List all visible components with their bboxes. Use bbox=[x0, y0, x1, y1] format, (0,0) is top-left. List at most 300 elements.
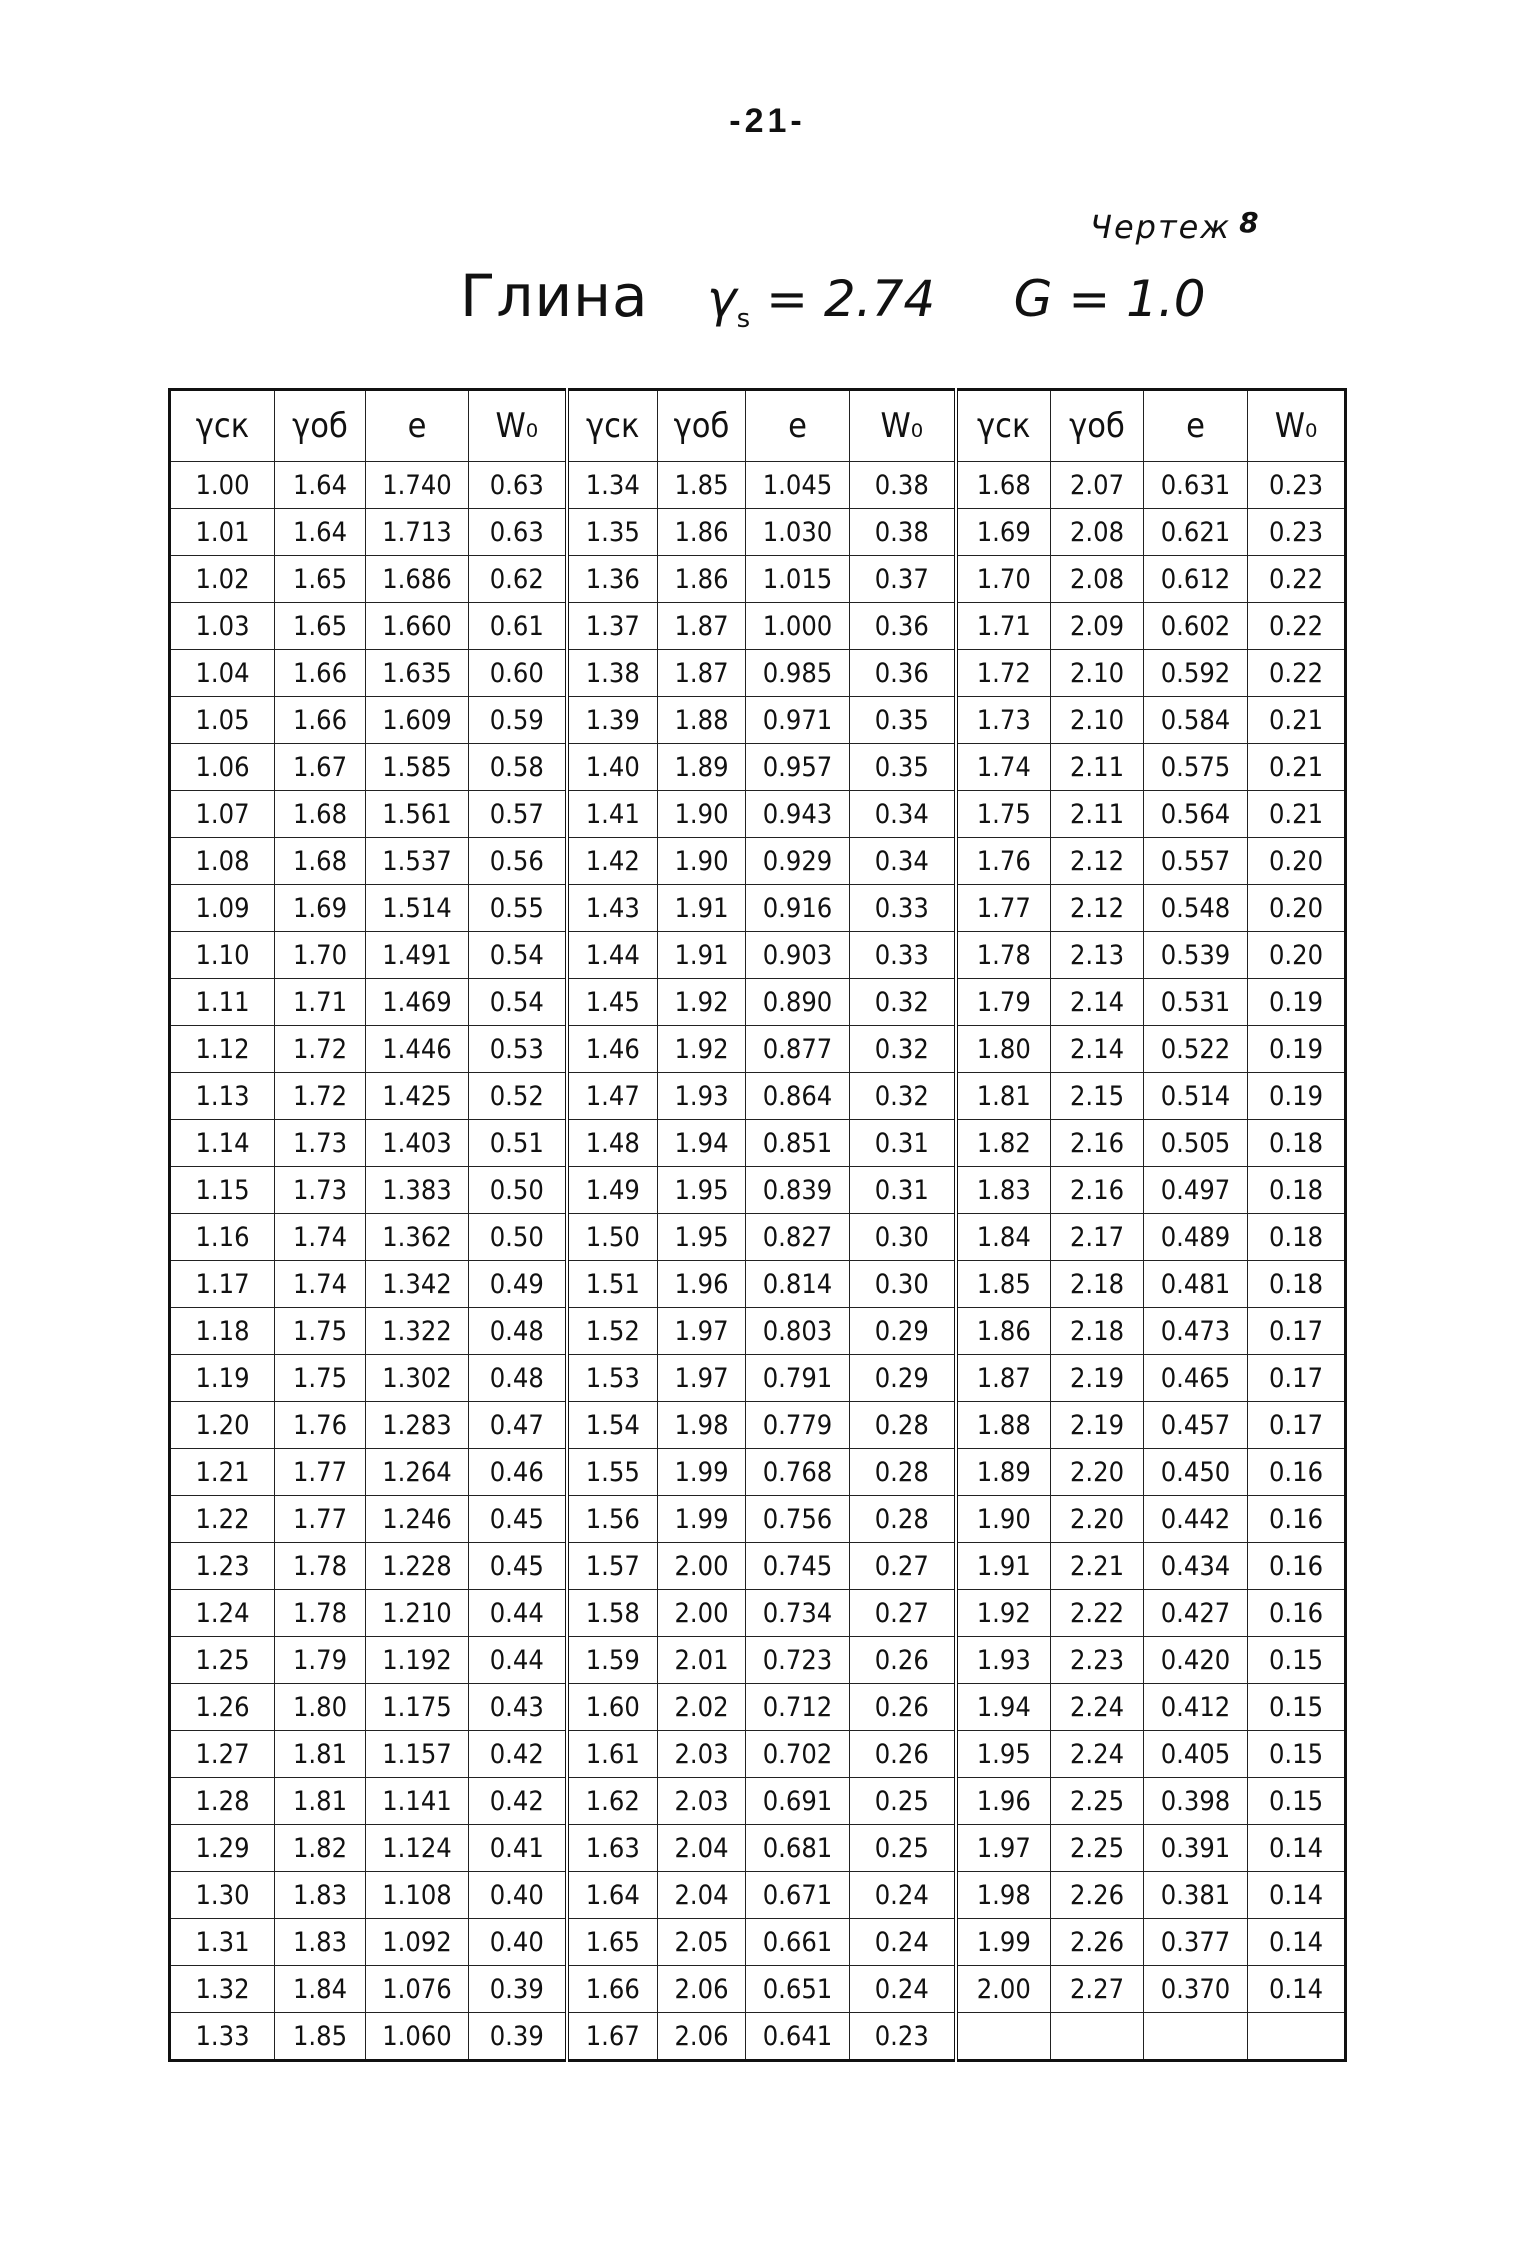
table-cell: 1.02 bbox=[170, 556, 275, 603]
table-row bbox=[170, 1308, 1346, 1355]
table-cell: 1.425 bbox=[366, 1073, 469, 1120]
table-header-row bbox=[170, 390, 1346, 462]
table-cell: 0.22 bbox=[1248, 650, 1346, 697]
table-cell: 1.44 bbox=[567, 932, 658, 979]
table-cell: 0.14 bbox=[1248, 1825, 1346, 1872]
table-cell: 1.89 bbox=[658, 744, 746, 791]
table-cell: 1.35 bbox=[567, 509, 658, 556]
table-cell: 2.06 bbox=[658, 1966, 746, 2013]
table-cell: 0.23 bbox=[850, 2013, 956, 2061]
table-cell: 1.88 bbox=[956, 1402, 1051, 1449]
table-cell: 1.93 bbox=[956, 1637, 1051, 1684]
table-cell: 2.08 bbox=[1051, 509, 1144, 556]
g-value: = 1.0 bbox=[1068, 270, 1206, 328]
table-row bbox=[170, 1919, 1346, 1966]
table-cell: 1.68 bbox=[275, 791, 366, 838]
table-cell: 0.916 bbox=[746, 885, 850, 932]
table-cell: 1.660 bbox=[366, 603, 469, 650]
table-cell: 2.14 bbox=[1051, 1026, 1144, 1073]
table-cell: 0.44 bbox=[469, 1590, 567, 1637]
table-cell: 1.686 bbox=[366, 556, 469, 603]
table-cell: 0.391 bbox=[1144, 1825, 1248, 1872]
table-cell: 0.21 bbox=[1248, 791, 1346, 838]
column-header: W₀ bbox=[469, 390, 567, 462]
table-cell: 1.86 bbox=[956, 1308, 1051, 1355]
table-cell: 1.96 bbox=[658, 1261, 746, 1308]
table-cell: 1.75 bbox=[275, 1355, 366, 1402]
table-cell: 1.32 bbox=[170, 1966, 275, 2013]
table-cell: 1.16 bbox=[170, 1214, 275, 1261]
table-cell: 1.80 bbox=[275, 1684, 366, 1731]
table-row bbox=[170, 1966, 1346, 2013]
table-cell: 2.27 bbox=[1051, 1966, 1144, 2013]
table-cell: 0.28 bbox=[850, 1496, 956, 1543]
table-cell: 1.25 bbox=[170, 1637, 275, 1684]
table-cell: 1.14 bbox=[170, 1120, 275, 1167]
table-cell: 0.661 bbox=[746, 1919, 850, 1966]
table-cell: 2.26 bbox=[1051, 1919, 1144, 1966]
column-header: W₀ bbox=[850, 390, 956, 462]
table-cell: 1.83 bbox=[956, 1167, 1051, 1214]
table-cell: 0.434 bbox=[1144, 1543, 1248, 1590]
table-cell: 2.14 bbox=[1051, 979, 1144, 1026]
table-cell: 2.19 bbox=[1051, 1355, 1144, 1402]
saturation-degree bbox=[1014, 270, 1206, 328]
table-cell: 0.370 bbox=[1144, 1966, 1248, 2013]
table-cell: 1.000 bbox=[746, 603, 850, 650]
table-cell: 1.72 bbox=[275, 1073, 366, 1120]
table-cell: 1.99 bbox=[658, 1449, 746, 1496]
table-cell: 1.27 bbox=[170, 1731, 275, 1778]
table-row bbox=[170, 509, 1346, 556]
table-cell: 0.57 bbox=[469, 791, 567, 838]
table-cell: 0.584 bbox=[1144, 697, 1248, 744]
table-cell: 0.36 bbox=[850, 650, 956, 697]
table-cell: 1.94 bbox=[956, 1684, 1051, 1731]
table-cell: 0.40 bbox=[469, 1919, 567, 1966]
table-cell: 1.67 bbox=[567, 2013, 658, 2061]
table-cell: 0.38 bbox=[850, 462, 956, 509]
gamma-subscript: s bbox=[736, 304, 751, 334]
table-cell: 0.21 bbox=[1248, 697, 1346, 744]
table-row bbox=[170, 603, 1346, 650]
specific-gravity bbox=[707, 270, 936, 334]
table-cell: 1.78 bbox=[956, 932, 1051, 979]
table-cell: 0.651 bbox=[746, 1966, 850, 2013]
table-cell: 2.26 bbox=[1051, 1872, 1144, 1919]
table-row bbox=[170, 885, 1346, 932]
table-cell: 0.58 bbox=[469, 744, 567, 791]
table-cell: 1.20 bbox=[170, 1402, 275, 1449]
table-cell: 1.03 bbox=[170, 603, 275, 650]
table-cell: 1.66 bbox=[567, 1966, 658, 2013]
table-cell: 1.62 bbox=[567, 1778, 658, 1825]
table-cell: 1.93 bbox=[658, 1073, 746, 1120]
table-row bbox=[170, 1778, 1346, 1825]
table-row bbox=[170, 462, 1346, 509]
table-cell: 1.585 bbox=[366, 744, 469, 791]
table-cell: 2.02 bbox=[658, 1684, 746, 1731]
table-cell: 1.52 bbox=[567, 1308, 658, 1355]
table-cell: 0.531 bbox=[1144, 979, 1248, 1026]
table-cell: 0.621 bbox=[1144, 509, 1248, 556]
table-row bbox=[170, 791, 1346, 838]
table-cell: 2.18 bbox=[1051, 1308, 1144, 1355]
table-cell: 1.55 bbox=[567, 1449, 658, 1496]
table-cell: 1.41 bbox=[567, 791, 658, 838]
table-row bbox=[170, 744, 1346, 791]
table-cell: 0.33 bbox=[850, 885, 956, 932]
table-row bbox=[170, 1402, 1346, 1449]
table-cell: 0.24 bbox=[850, 1966, 956, 2013]
table-cell: 0.14 bbox=[1248, 1919, 1346, 1966]
table-cell: 1.99 bbox=[658, 1496, 746, 1543]
table-cell: 0.20 bbox=[1248, 885, 1346, 932]
table-cell: 0.28 bbox=[850, 1449, 956, 1496]
table-cell: 1.22 bbox=[170, 1496, 275, 1543]
table-cell: 0.37 bbox=[850, 556, 956, 603]
table-cell: 0.557 bbox=[1144, 838, 1248, 885]
table-row bbox=[170, 1825, 1346, 1872]
column-header: e bbox=[1144, 390, 1248, 462]
table-cell: 1.98 bbox=[658, 1402, 746, 1449]
column-header: γоб bbox=[658, 390, 746, 462]
table-cell: 2.03 bbox=[658, 1778, 746, 1825]
table-cell: 0.851 bbox=[746, 1120, 850, 1167]
table-cell: 1.98 bbox=[956, 1872, 1051, 1919]
table-cell: 2.00 bbox=[956, 1966, 1051, 2013]
table-cell: 0.63 bbox=[469, 462, 567, 509]
table-cell: 0.27 bbox=[850, 1543, 956, 1590]
table-cell: 0.903 bbox=[746, 932, 850, 979]
column-header: W₀ bbox=[1248, 390, 1346, 462]
table-cell: 0.712 bbox=[746, 1684, 850, 1731]
table-cell: 1.74 bbox=[275, 1214, 366, 1261]
table-cell: 1.68 bbox=[275, 838, 366, 885]
table-cell: 1.99 bbox=[956, 1919, 1051, 1966]
table-cell: 0.971 bbox=[746, 697, 850, 744]
table-cell: 1.06 bbox=[170, 744, 275, 791]
table-cell: 1.95 bbox=[658, 1214, 746, 1261]
table-cell: 0.803 bbox=[746, 1308, 850, 1355]
table-cell: 1.76 bbox=[275, 1402, 366, 1449]
table-cell: 1.97 bbox=[956, 1825, 1051, 1872]
table-cell: 0.26 bbox=[850, 1637, 956, 1684]
table-cell: 0.377 bbox=[1144, 1919, 1248, 1966]
table-cell: 0.16 bbox=[1248, 1496, 1346, 1543]
table-cell: 2.11 bbox=[1051, 744, 1144, 791]
table-cell: 0.38 bbox=[850, 509, 956, 556]
table-cell: 1.060 bbox=[366, 2013, 469, 2061]
table-cell: 2.16 bbox=[1051, 1167, 1144, 1214]
table-cell: 0.26 bbox=[850, 1684, 956, 1731]
table-cell: 0.985 bbox=[746, 650, 850, 697]
table-cell: 0.734 bbox=[746, 1590, 850, 1637]
table-cell: 2.01 bbox=[658, 1637, 746, 1684]
table-cell: 0.45 bbox=[469, 1543, 567, 1590]
table-cell bbox=[1051, 2013, 1144, 2061]
table-cell: 1.74 bbox=[275, 1261, 366, 1308]
table-cell: 1.59 bbox=[567, 1637, 658, 1684]
table-cell: 1.85 bbox=[275, 2013, 366, 2061]
table-cell bbox=[1144, 2013, 1248, 2061]
table-cell: 1.38 bbox=[567, 650, 658, 697]
table-cell: 0.43 bbox=[469, 1684, 567, 1731]
table-cell: 0.26 bbox=[850, 1731, 956, 1778]
table-cell: 0.25 bbox=[850, 1825, 956, 1872]
table-cell: 1.79 bbox=[275, 1637, 366, 1684]
table-row bbox=[170, 979, 1346, 1026]
table-cell: 2.08 bbox=[1051, 556, 1144, 603]
table-cell: 2.22 bbox=[1051, 1590, 1144, 1637]
table-cell: 0.497 bbox=[1144, 1167, 1248, 1214]
table-cell: 0.890 bbox=[746, 979, 850, 1026]
table-cell: 1.37 bbox=[567, 603, 658, 650]
table-cell: 0.18 bbox=[1248, 1214, 1346, 1261]
table-cell: 2.10 bbox=[1051, 697, 1144, 744]
table-cell: 1.80 bbox=[956, 1026, 1051, 1073]
table-cell: 1.91 bbox=[658, 885, 746, 932]
table-cell: 1.76 bbox=[956, 838, 1051, 885]
table-cell: 1.092 bbox=[366, 1919, 469, 1966]
table-cell: 0.18 bbox=[1248, 1167, 1346, 1214]
table-cell: 1.84 bbox=[275, 1966, 366, 2013]
table-cell: 0.957 bbox=[746, 744, 850, 791]
table-cell: 1.91 bbox=[658, 932, 746, 979]
table-cell: 0.839 bbox=[746, 1167, 850, 1214]
table-cell bbox=[1248, 2013, 1346, 2061]
table-cell: 0.420 bbox=[1144, 1637, 1248, 1684]
table-cell: 1.89 bbox=[956, 1449, 1051, 1496]
table-cell: 2.03 bbox=[658, 1731, 746, 1778]
table-cell: 1.228 bbox=[366, 1543, 469, 1590]
table-cell: 1.81 bbox=[275, 1731, 366, 1778]
table-cell: 1.64 bbox=[275, 462, 366, 509]
table-cell: 1.192 bbox=[366, 1637, 469, 1684]
table-cell: 1.43 bbox=[567, 885, 658, 932]
table-cell: 2.20 bbox=[1051, 1449, 1144, 1496]
table-cell: 1.383 bbox=[366, 1167, 469, 1214]
table-cell: 0.20 bbox=[1248, 838, 1346, 885]
table-cell: 1.71 bbox=[275, 979, 366, 1026]
table-cell: 1.108 bbox=[366, 1872, 469, 1919]
table-cell: 1.246 bbox=[366, 1496, 469, 1543]
table-cell: 2.16 bbox=[1051, 1120, 1144, 1167]
table-cell: 0.592 bbox=[1144, 650, 1248, 697]
drawing-label-text: Чертеж bbox=[1090, 208, 1232, 246]
table-cell: 1.48 bbox=[567, 1120, 658, 1167]
table-cell: 0.23 bbox=[1248, 462, 1346, 509]
table-cell: 0.32 bbox=[850, 1026, 956, 1073]
column-header: γск bbox=[170, 390, 275, 462]
table-cell: 1.67 bbox=[275, 744, 366, 791]
table-cell: 1.124 bbox=[366, 1825, 469, 1872]
table-cell: 0.22 bbox=[1248, 556, 1346, 603]
table-cell: 1.57 bbox=[567, 1543, 658, 1590]
table-cell: 1.65 bbox=[275, 556, 366, 603]
table-cell: 1.73 bbox=[275, 1120, 366, 1167]
table-cell: 1.54 bbox=[567, 1402, 658, 1449]
table-cell: 1.87 bbox=[956, 1355, 1051, 1402]
table-cell: 1.88 bbox=[658, 697, 746, 744]
table-cell: 1.33 bbox=[170, 2013, 275, 2061]
table-cell: 2.21 bbox=[1051, 1543, 1144, 1590]
table-cell: 0.39 bbox=[469, 1966, 567, 2013]
table-cell: 0.30 bbox=[850, 1214, 956, 1261]
table-cell: 1.97 bbox=[658, 1355, 746, 1402]
table-cell: 2.00 bbox=[658, 1590, 746, 1637]
table-cell: 0.19 bbox=[1248, 979, 1346, 1026]
table-cell: 1.514 bbox=[366, 885, 469, 932]
gamma-value: = 2.74 bbox=[766, 270, 936, 328]
table-cell: 0.62 bbox=[469, 556, 567, 603]
table-cell: 0.32 bbox=[850, 979, 956, 1026]
table-cell: 0.929 bbox=[746, 838, 850, 885]
table-cell: 0.768 bbox=[746, 1449, 850, 1496]
table-cell: 1.28 bbox=[170, 1778, 275, 1825]
table-cell: 0.505 bbox=[1144, 1120, 1248, 1167]
column-header: e bbox=[366, 390, 469, 462]
table-row bbox=[170, 1543, 1346, 1590]
table-row bbox=[170, 1167, 1346, 1214]
table-cell: 1.81 bbox=[275, 1778, 366, 1825]
table-cell: 0.52 bbox=[469, 1073, 567, 1120]
table-cell: 1.29 bbox=[170, 1825, 275, 1872]
table-cell: 0.59 bbox=[469, 697, 567, 744]
table-cell: 1.18 bbox=[170, 1308, 275, 1355]
table-row bbox=[170, 1731, 1346, 1778]
table-cell: 1.72 bbox=[956, 650, 1051, 697]
table-cell: 0.25 bbox=[850, 1778, 956, 1825]
table-cell: 1.05 bbox=[170, 697, 275, 744]
table-cell: 1.90 bbox=[658, 838, 746, 885]
table-cell: 0.54 bbox=[469, 979, 567, 1026]
table-cell: 0.35 bbox=[850, 697, 956, 744]
table-cell: 0.465 bbox=[1144, 1355, 1248, 1402]
table-cell: 0.23 bbox=[1248, 509, 1346, 556]
table-cell: 0.45 bbox=[469, 1496, 567, 1543]
gamma-symbol: γ bbox=[707, 270, 737, 328]
table-cell: 1.95 bbox=[658, 1167, 746, 1214]
table-cell: 1.491 bbox=[366, 932, 469, 979]
table-cell: 1.75 bbox=[275, 1308, 366, 1355]
table-cell: 0.40 bbox=[469, 1872, 567, 1919]
table-cell: 1.61 bbox=[567, 1731, 658, 1778]
table-cell: 0.31 bbox=[850, 1167, 956, 1214]
column-header: γск bbox=[956, 390, 1051, 462]
table-cell: 2.18 bbox=[1051, 1261, 1144, 1308]
table-row bbox=[170, 1449, 1346, 1496]
table-cell: 2.25 bbox=[1051, 1825, 1144, 1872]
table-cell: 1.030 bbox=[746, 509, 850, 556]
table-cell: 0.17 bbox=[1248, 1308, 1346, 1355]
table-cell: 1.561 bbox=[366, 791, 469, 838]
table-cell: 0.33 bbox=[850, 932, 956, 979]
table-cell: 1.92 bbox=[658, 1026, 746, 1073]
table-row bbox=[170, 1590, 1346, 1637]
table-cell: 0.24 bbox=[850, 1872, 956, 1919]
table-body bbox=[170, 462, 1346, 2061]
table-cell: 0.41 bbox=[469, 1825, 567, 1872]
table-cell: 1.10 bbox=[170, 932, 275, 979]
table-cell: 2.00 bbox=[658, 1543, 746, 1590]
table-cell: 1.609 bbox=[366, 697, 469, 744]
table-row bbox=[170, 1261, 1346, 1308]
table-cell: 0.427 bbox=[1144, 1590, 1248, 1637]
table-cell: 0.51 bbox=[469, 1120, 567, 1167]
table-cell: 0.405 bbox=[1144, 1731, 1248, 1778]
table-cell: 1.85 bbox=[956, 1261, 1051, 1308]
table-cell: 0.42 bbox=[469, 1778, 567, 1825]
drawing-number: 8 bbox=[1239, 206, 1261, 239]
table-cell: 0.60 bbox=[469, 650, 567, 697]
table-cell: 1.92 bbox=[658, 979, 746, 1026]
table-cell: 1.85 bbox=[658, 462, 746, 509]
table-cell: 0.36 bbox=[850, 603, 956, 650]
table-cell: 1.015 bbox=[746, 556, 850, 603]
table-cell: 1.141 bbox=[366, 1778, 469, 1825]
table-cell: 0.602 bbox=[1144, 603, 1248, 650]
table-cell: 0.14 bbox=[1248, 1966, 1346, 2013]
table-cell: 2.15 bbox=[1051, 1073, 1144, 1120]
table-cell: 2.06 bbox=[658, 2013, 746, 2061]
table-cell: 2.17 bbox=[1051, 1214, 1144, 1261]
table-cell: 2.25 bbox=[1051, 1778, 1144, 1825]
table-cell: 1.66 bbox=[275, 650, 366, 697]
table-cell: 0.42 bbox=[469, 1731, 567, 1778]
table-cell: 0.681 bbox=[746, 1825, 850, 1872]
table-cell: 1.24 bbox=[170, 1590, 275, 1637]
table-cell: 1.15 bbox=[170, 1167, 275, 1214]
table-cell: 1.30 bbox=[170, 1872, 275, 1919]
table-cell: 1.157 bbox=[366, 1731, 469, 1778]
table-cell: 0.15 bbox=[1248, 1637, 1346, 1684]
table-cell: 1.69 bbox=[275, 885, 366, 932]
table-cell bbox=[956, 2013, 1051, 2061]
table-cell: 1.36 bbox=[567, 556, 658, 603]
table-cell: 1.47 bbox=[567, 1073, 658, 1120]
table-cell: 1.69 bbox=[956, 509, 1051, 556]
table-cell: 0.16 bbox=[1248, 1543, 1346, 1590]
table-cell: 1.00 bbox=[170, 462, 275, 509]
table-cell: 0.54 bbox=[469, 932, 567, 979]
table-cell: 1.68 bbox=[956, 462, 1051, 509]
table-cell: 1.77 bbox=[275, 1449, 366, 1496]
table-cell: 2.24 bbox=[1051, 1731, 1144, 1778]
table-cell: 1.210 bbox=[366, 1590, 469, 1637]
table-cell: 2.10 bbox=[1051, 650, 1144, 697]
table-cell: 1.34 bbox=[567, 462, 658, 509]
table-cell: 0.791 bbox=[746, 1355, 850, 1402]
table-heading bbox=[460, 262, 1206, 334]
table-row bbox=[170, 1214, 1346, 1261]
table-cell: 0.17 bbox=[1248, 1355, 1346, 1402]
table-cell: 0.412 bbox=[1144, 1684, 1248, 1731]
table-row bbox=[170, 697, 1346, 744]
table-cell: 0.457 bbox=[1144, 1402, 1248, 1449]
table-cell: 0.745 bbox=[746, 1543, 850, 1590]
table-cell: 0.61 bbox=[469, 603, 567, 650]
table-cell: 0.779 bbox=[746, 1402, 850, 1449]
table-cell: 1.53 bbox=[567, 1355, 658, 1402]
table-cell: 0.723 bbox=[746, 1637, 850, 1684]
table-row bbox=[170, 1872, 1346, 1919]
table-cell: 1.45 bbox=[567, 979, 658, 1026]
table-cell: 2.12 bbox=[1051, 838, 1144, 885]
table-row bbox=[170, 1496, 1346, 1543]
table-cell: 1.94 bbox=[658, 1120, 746, 1167]
table-cell: 1.11 bbox=[170, 979, 275, 1026]
